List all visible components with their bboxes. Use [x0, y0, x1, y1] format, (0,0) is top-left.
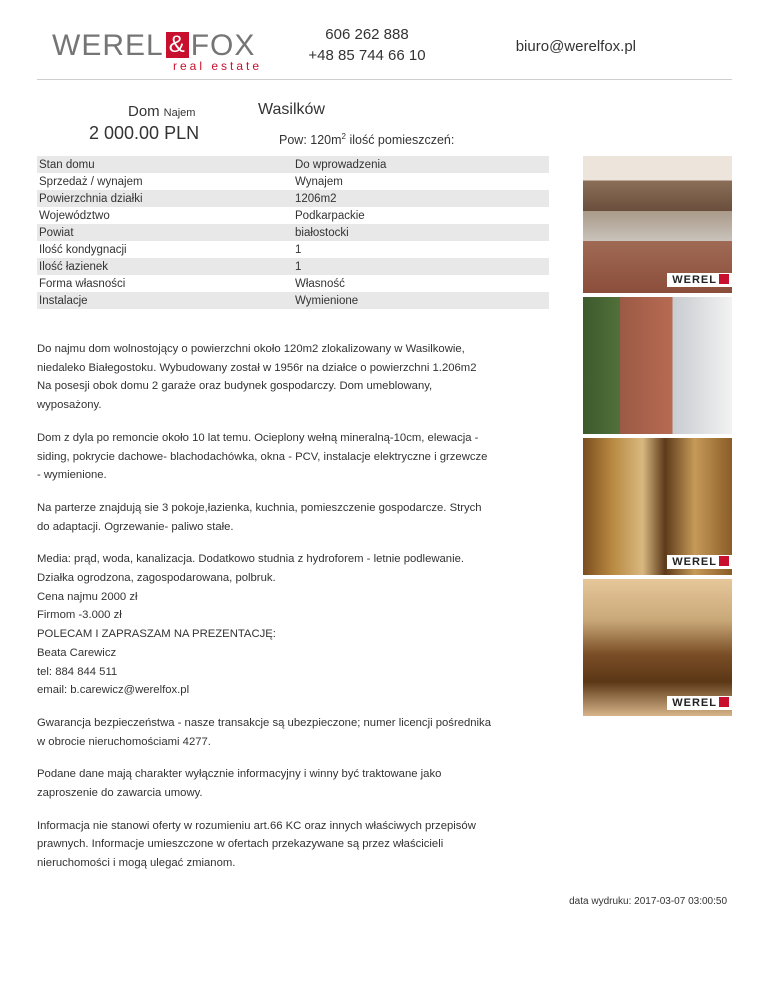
detail-label: Stan domu — [39, 158, 95, 171]
watermark-mark — [719, 274, 729, 284]
logo-text-right: FOX — [190, 29, 256, 62]
logo-text-left: WEREL — [52, 29, 164, 62]
detail-row-plot-area — [37, 190, 549, 207]
detail-row-condition — [37, 156, 549, 173]
rooms-label: ilość pomieszczeń: — [345, 133, 455, 148]
detail-row-county — [37, 224, 549, 241]
detail-value: Wymienione — [295, 294, 359, 307]
photo-watermark — [667, 273, 732, 287]
detail-row-floors — [37, 241, 549, 258]
contact-phones — [300, 24, 434, 66]
watermark-text: WEREL — [672, 556, 717, 568]
property-area — [279, 132, 454, 147]
description-paragraph: Dom z dyla po remoncie około 10 lat temu. Ocieplony wełną mineralną-10cm, elewacja - siding, pokrycie dachowe- blachodachówka, okna - PCV, instalacje elektryczne i grzewcze - wymienione. — [37, 431, 488, 482]
detail-label: Sprzedaż / wynajem — [39, 175, 143, 188]
detail-label: Powiat — [39, 226, 74, 239]
logo-ampersand: & — [166, 32, 189, 58]
photo-living-room — [583, 438, 732, 575]
description-paragraph: Do najmu dom wolnostojący o powierzchni około 120m2 zlokalizowany w Wasilkowie, niedaleko Białegostoku. Wybudowany został w 1956r na działce o powierzchni 1.206m2 Na posesji obok domu 2 garaże oraz budynek gospodarczy. Dom umeblowany, wyposażony. — [37, 343, 477, 412]
detail-value: Do wprowadzenia — [295, 158, 387, 171]
detail-value: białostocki — [295, 226, 349, 239]
description-paragraph: Podane dane mają charakter wyłącznie informacyjny i winny być traktowane jako zaproszenie do zawarcia umowy. — [37, 768, 442, 800]
detail-label: Powierzchnia działki — [39, 192, 143, 205]
property-kind: Dom — [128, 103, 160, 120]
detail-row-bathrooms — [37, 258, 549, 275]
description-paragraph: Gwarancja bezpieczeństwa - nasze transakcje są ubezpieczone; numer licencji pośrednika w obrocie nieruchomościami 4277. — [37, 716, 491, 748]
detail-row-offer-type — [37, 173, 549, 190]
description-paragraph: Informacja nie stanowi oferty w rozumieniu art.66 KC oraz innych właściwych przepisów prawnych. Informacje umieszczone w ofertach przekazywane są przez właścicieli nieruchomości i mogą ulegać zmianom. — [37, 819, 476, 870]
description-paragraph: Na parterze znajdują sie 3 pokoje,łazienka, kuchnia, pomieszczenie gospodarcze. Strych do adaptacji. Ogrzewanie- paliwo stałe. — [37, 501, 482, 533]
company-logo — [52, 30, 282, 75]
phone-mobile: 606 262 888 — [325, 26, 409, 43]
contact-email: biuro@werelfox.pl — [515, 38, 636, 55]
detail-label: Instalacje — [39, 294, 88, 307]
photo-watermark — [667, 696, 732, 710]
detail-value: Własność — [295, 277, 345, 290]
detail-row-ownership — [37, 275, 549, 292]
detail-value: Podkarpackie — [295, 209, 365, 222]
property-details-table — [37, 156, 549, 309]
phone-landline: +48 85 744 66 10 — [308, 47, 426, 64]
detail-label: Forma własności — [39, 277, 126, 290]
detail-label: Województwo — [39, 209, 110, 222]
area-unit-exponent: 2 — [341, 132, 346, 141]
watermark-mark — [719, 697, 729, 707]
area-value: Pow: 120m — [279, 133, 342, 148]
property-city: Wasilków — [258, 101, 325, 118]
property-description — [37, 340, 537, 887]
header-divider — [37, 79, 732, 80]
photo-dining-room — [583, 579, 732, 716]
photo-house-exterior — [583, 156, 732, 293]
detail-label: Ilość kondygnacji — [39, 243, 127, 256]
detail-row-installations — [37, 292, 549, 309]
watermark-text: WEREL — [672, 697, 717, 709]
print-date: data wydruku: 2017-03-07 03:00:50 — [569, 896, 727, 907]
detail-value: 1 — [295, 260, 302, 273]
logo-tagline: real estate — [173, 59, 263, 73]
detail-row-voivodeship — [37, 207, 549, 224]
detail-label: Ilość łazienek — [39, 260, 109, 273]
watermark-mark — [719, 556, 729, 566]
detail-value: 1 — [295, 243, 302, 256]
transaction-type: Najem — [163, 107, 196, 119]
description-paragraph: Media: prąd, woda, kanalizacja. Dodatkowo studnia z hydroforem - letnie podlewanie. Działka ogrodzona, zagospodarowana, polbruk. Cena najmu 2000 zł Firmom -3.000 zł POLECAM I ZAPRASZAM NA PREZENTACJĘ: Beata Carewicz tel: 884 844 511 email: b.carewicz@werelfox.pl — [37, 553, 465, 697]
photo-driveway — [583, 297, 732, 434]
photo-watermark — [667, 555, 732, 569]
property-type — [128, 103, 195, 120]
watermark-text: WEREL — [672, 274, 717, 286]
detail-value: Wynajem — [295, 175, 343, 188]
photo-gallery — [583, 156, 732, 720]
property-price: 2 000.00 PLN — [89, 123, 200, 143]
logo-wordmark — [52, 30, 255, 62]
detail-value: 1206m2 — [295, 192, 337, 205]
